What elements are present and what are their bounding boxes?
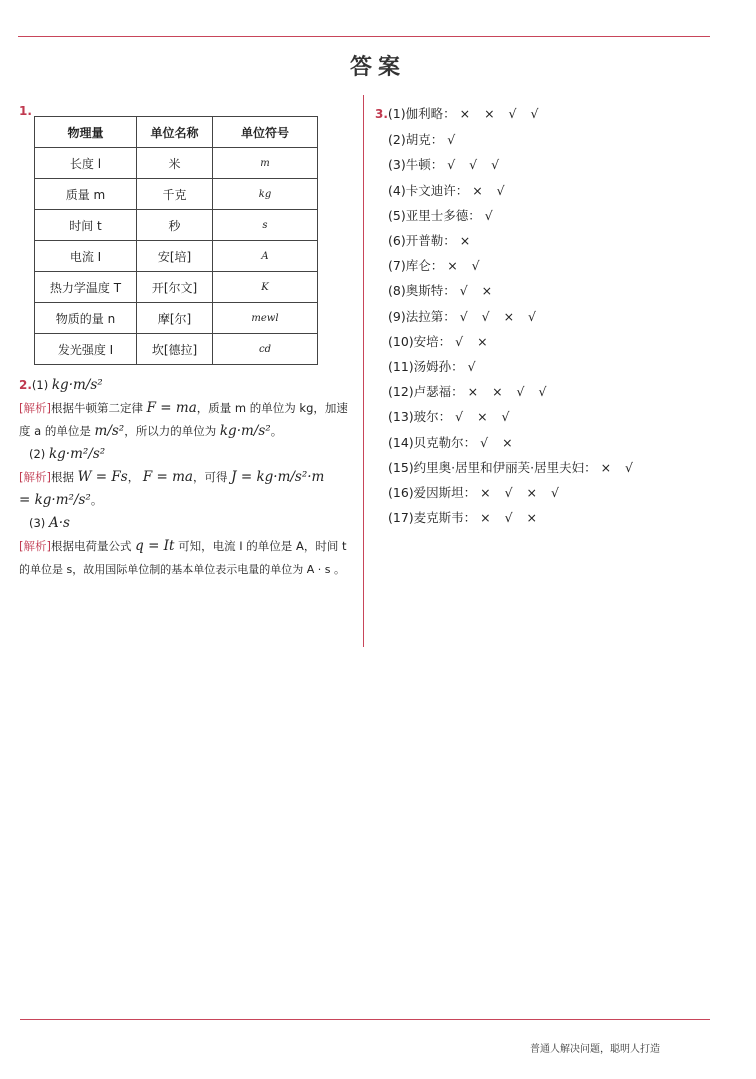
q2-part2-explanation: [19, 466, 364, 489]
list-item-marks: √: [467, 359, 481, 375]
explanation-text: 根据: [50, 470, 74, 484]
explanation-text: ，可得: [193, 470, 228, 484]
q2-part2-formula: kg·m²/s²: [48, 446, 106, 462]
q2-block: [19, 374, 364, 581]
q2-part1-label: (1): [31, 378, 49, 392]
list-item: [375, 203, 638, 228]
list-item-label: (8)奥斯特：: [388, 283, 456, 299]
list-item: [375, 430, 638, 455]
table-header: 单位名称: [137, 117, 213, 148]
q2-part3-explanation-cont: [19, 558, 364, 581]
table-header: 单位符号: [213, 117, 318, 148]
top-rule: [18, 36, 710, 37]
list-item-marks: × √: [472, 182, 510, 198]
table-row: [35, 334, 318, 365]
formula: W = Fs: [77, 469, 128, 485]
table-cell: 千克: [137, 179, 213, 210]
list-item: [375, 253, 638, 278]
explanation-text: ，: [127, 470, 140, 484]
list-item-label: (16)爱因斯坦：: [388, 485, 477, 501]
list-item: [375, 178, 638, 203]
list-item-marks: √ √ × √: [459, 308, 541, 324]
list-item-label: (15)约里奥·居里和伊丽芙·居里夫妇：: [388, 459, 597, 475]
explanation-text: ，质量 m 的单位为 kg，加速: [196, 401, 348, 415]
formula: F = ma: [142, 469, 193, 485]
q2-part2-answer: [19, 443, 364, 466]
table-cell: 发光强度 I: [35, 334, 137, 365]
q2-part3-answer: [19, 512, 364, 535]
table-cell: mewl: [213, 303, 318, 334]
table-cell: 秒: [137, 210, 213, 241]
list-item-marks: ×: [459, 233, 476, 249]
table-cell: s: [213, 210, 318, 241]
formula: m/s²: [94, 423, 125, 439]
list-item-marks: √ × √: [455, 409, 515, 425]
explanation-text: 。: [270, 424, 283, 438]
list-item-marks: × × √ √: [459, 106, 544, 121]
list-item: [375, 379, 638, 404]
table-cell: 米: [137, 148, 213, 179]
q2-part3-label: (3): [29, 516, 46, 530]
list-item-label: (6)开普勒：: [388, 233, 456, 249]
list-item: [375, 127, 638, 152]
list-item: [375, 354, 638, 379]
table-cell: m: [213, 148, 318, 179]
list-item-marks: √ ×: [480, 434, 518, 450]
list-item-marks: √ ×: [459, 283, 498, 299]
list-item: [375, 505, 638, 530]
list-item-marks: √: [447, 132, 461, 148]
q2-part3-formula: A·s: [48, 515, 70, 531]
jiexi-label: [解析]: [19, 539, 51, 553]
footer-text: 普通人解决问题，聪明人打造: [530, 1044, 660, 1055]
jiexi-label: [解析]: [19, 470, 51, 484]
bottom-rule: [20, 1019, 710, 1020]
list-item-marks: × √: [447, 258, 485, 274]
q3-block: [375, 101, 638, 530]
explanation-text: 。: [90, 493, 103, 507]
list-item: [375, 404, 638, 429]
list-item-label: (2)胡克：: [388, 132, 444, 148]
table-cell: 摩[尔]: [137, 303, 213, 334]
q1-number: 1.: [19, 104, 32, 118]
table-header: 物理量: [35, 117, 137, 148]
list-item-label: (3)牛顿：: [388, 157, 444, 173]
formula: kg·m/s²: [219, 423, 271, 439]
q3-number: 3.: [375, 107, 388, 121]
table-row: [35, 210, 318, 241]
table-cell: 电流 I: [35, 241, 137, 272]
list-item: [375, 329, 638, 354]
list-item-label: (4)卡文迪许：: [388, 182, 469, 198]
formula: q = It: [135, 538, 175, 554]
explanation-text: 可知，电流 I 的单位是 A，时间 t: [178, 539, 347, 553]
list-item-marks: √: [484, 207, 498, 223]
table-cell: 物质的量 n: [35, 303, 137, 334]
q2-part2-label: (2): [29, 447, 46, 461]
list-item-label: (7)库仑：: [388, 258, 444, 274]
table-cell: 长度 l: [35, 148, 137, 179]
q2-number: 2.: [19, 378, 32, 392]
table-cell: A: [213, 241, 318, 272]
q2-part1-explanation-cont: [19, 420, 364, 443]
explanation-text: 根据牛顿第二定律: [50, 401, 143, 415]
table-cell: 热力学温度 T: [35, 272, 137, 303]
q2-part3-explanation: [19, 535, 364, 558]
list-item: [375, 455, 638, 480]
table-cell: kg: [213, 179, 318, 210]
table-row: [35, 272, 318, 303]
explanation-text: 度 a 的单位是: [19, 424, 91, 438]
list-item-marks: × √: [600, 459, 639, 475]
list-item: [375, 304, 638, 329]
q2-part1-answer: [19, 374, 364, 397]
list-item-label: (9)法拉第：: [388, 308, 456, 324]
table-cell: K: [213, 272, 318, 303]
list-item-label: (1)伽利略：: [387, 106, 456, 121]
formula: J = kg·m/s²·m: [231, 469, 325, 485]
table-cell: 时间 t: [35, 210, 137, 241]
list-item: [375, 152, 638, 177]
list-item-label: (11)汤姆孙：: [388, 359, 464, 375]
jiexi-label: [解析]: [19, 401, 51, 415]
q2-part1-explanation: [19, 397, 364, 420]
list-item-marks: × × √ √: [467, 384, 552, 400]
list-item-label: (17)麦克斯韦：: [388, 510, 477, 526]
explanation-text: 的单位是 s，故用国际单位制的基本单位表示电量的单位为 A · s 。: [19, 563, 345, 576]
list-item-label: (12)卢瑟福：: [388, 384, 464, 400]
table-row: [35, 179, 318, 210]
list-item-marks: √ √ √: [447, 157, 505, 173]
table-cell: 质量 m: [35, 179, 137, 210]
formula: F = ma: [146, 400, 197, 416]
explanation-text: ，所以力的单位为: [124, 424, 217, 438]
list-item-label: (10)安培：: [388, 333, 452, 349]
q2-part2-explanation-cont: [19, 489, 364, 512]
table-row: [35, 148, 318, 179]
list-item-label: (5)亚里士多德：: [388, 207, 481, 223]
list-item: [375, 228, 638, 253]
table-row: [35, 241, 318, 272]
table-cell: cd: [213, 334, 318, 365]
table-cell: 安[培]: [137, 241, 213, 272]
table-cell: 开[尔文]: [137, 272, 213, 303]
list-item-label: (13)玻尔：: [388, 409, 452, 425]
q2-part1-formula: kg·m/s²: [51, 377, 103, 393]
page-title: 答案: [349, 54, 406, 80]
list-item-marks: × √ × √: [480, 485, 564, 501]
formula: = kg·m²/s²: [19, 492, 91, 508]
explanation-text: 根据电荷量公式: [50, 539, 132, 553]
list-item-marks: × √ ×: [480, 510, 543, 526]
table-cell: 坎[德拉]: [137, 334, 213, 365]
table-row: [35, 303, 318, 334]
table-header-row: [35, 117, 318, 148]
list-item-label: (14)贝克勒尔：: [388, 434, 477, 450]
list-item: [375, 101, 638, 127]
list-item: [375, 278, 638, 303]
units-table: [34, 116, 318, 365]
list-item: [375, 480, 638, 505]
list-item-marks: √ ×: [455, 333, 493, 349]
